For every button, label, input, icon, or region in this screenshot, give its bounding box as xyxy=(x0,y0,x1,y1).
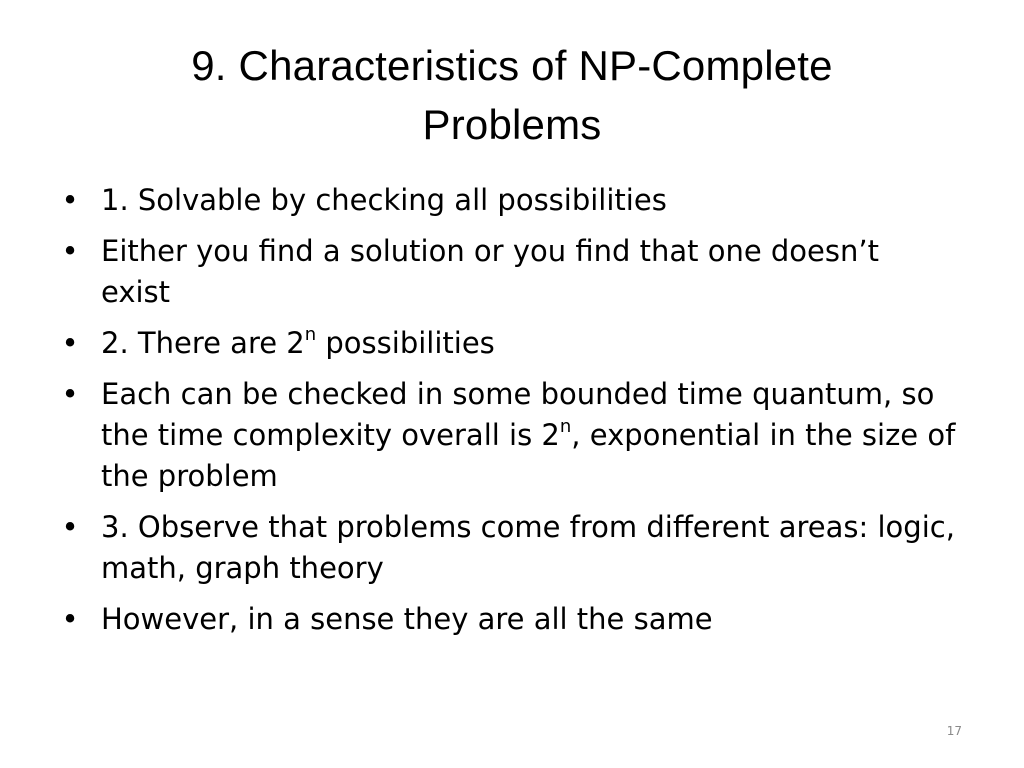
bullet-item xyxy=(56,599,956,640)
bullet-text-post: possibilities xyxy=(316,326,495,360)
bullet-icon: • xyxy=(61,183,79,217)
bullet-list xyxy=(56,180,956,650)
bullet-item xyxy=(56,231,956,313)
bullet-icon: • xyxy=(61,234,79,268)
bullet-text: However, in a sense they are all the same xyxy=(101,602,713,636)
bullet-text: Either you find a solution or you find that one doesn’t exist xyxy=(101,234,879,309)
slide-number: 17 xyxy=(946,724,962,738)
bullet-text: 1. Solvable by checking all possibilities xyxy=(101,183,667,217)
slide-title-line-1: 9. Characteristics of NP-Complete xyxy=(191,42,833,89)
bullet-item xyxy=(56,507,956,589)
bullet-item xyxy=(56,180,956,221)
bullet-icon: • xyxy=(61,602,79,636)
bullet-item xyxy=(56,374,956,497)
superscript-n: n xyxy=(559,416,572,438)
bullet-icon: • xyxy=(61,510,79,544)
bullet-text-pre: Each can be checked in some bounded time quantum, so the time complexity overall is 2 xyxy=(101,377,935,452)
bullet-text: 3. Observe that problems come from different areas: logic, math, graph theory xyxy=(101,510,955,585)
superscript-n: n xyxy=(304,324,317,346)
bullet-text-pre: 2. There are 2 xyxy=(101,326,305,360)
slide-title-line-2: Problems xyxy=(422,101,602,148)
bullet-icon: • xyxy=(61,326,79,360)
bullet-item xyxy=(56,323,956,364)
bullet-icon: • xyxy=(61,377,79,411)
bullet-text-post: , exponential in the size of the problem xyxy=(101,418,956,493)
slide-title xyxy=(60,36,964,154)
